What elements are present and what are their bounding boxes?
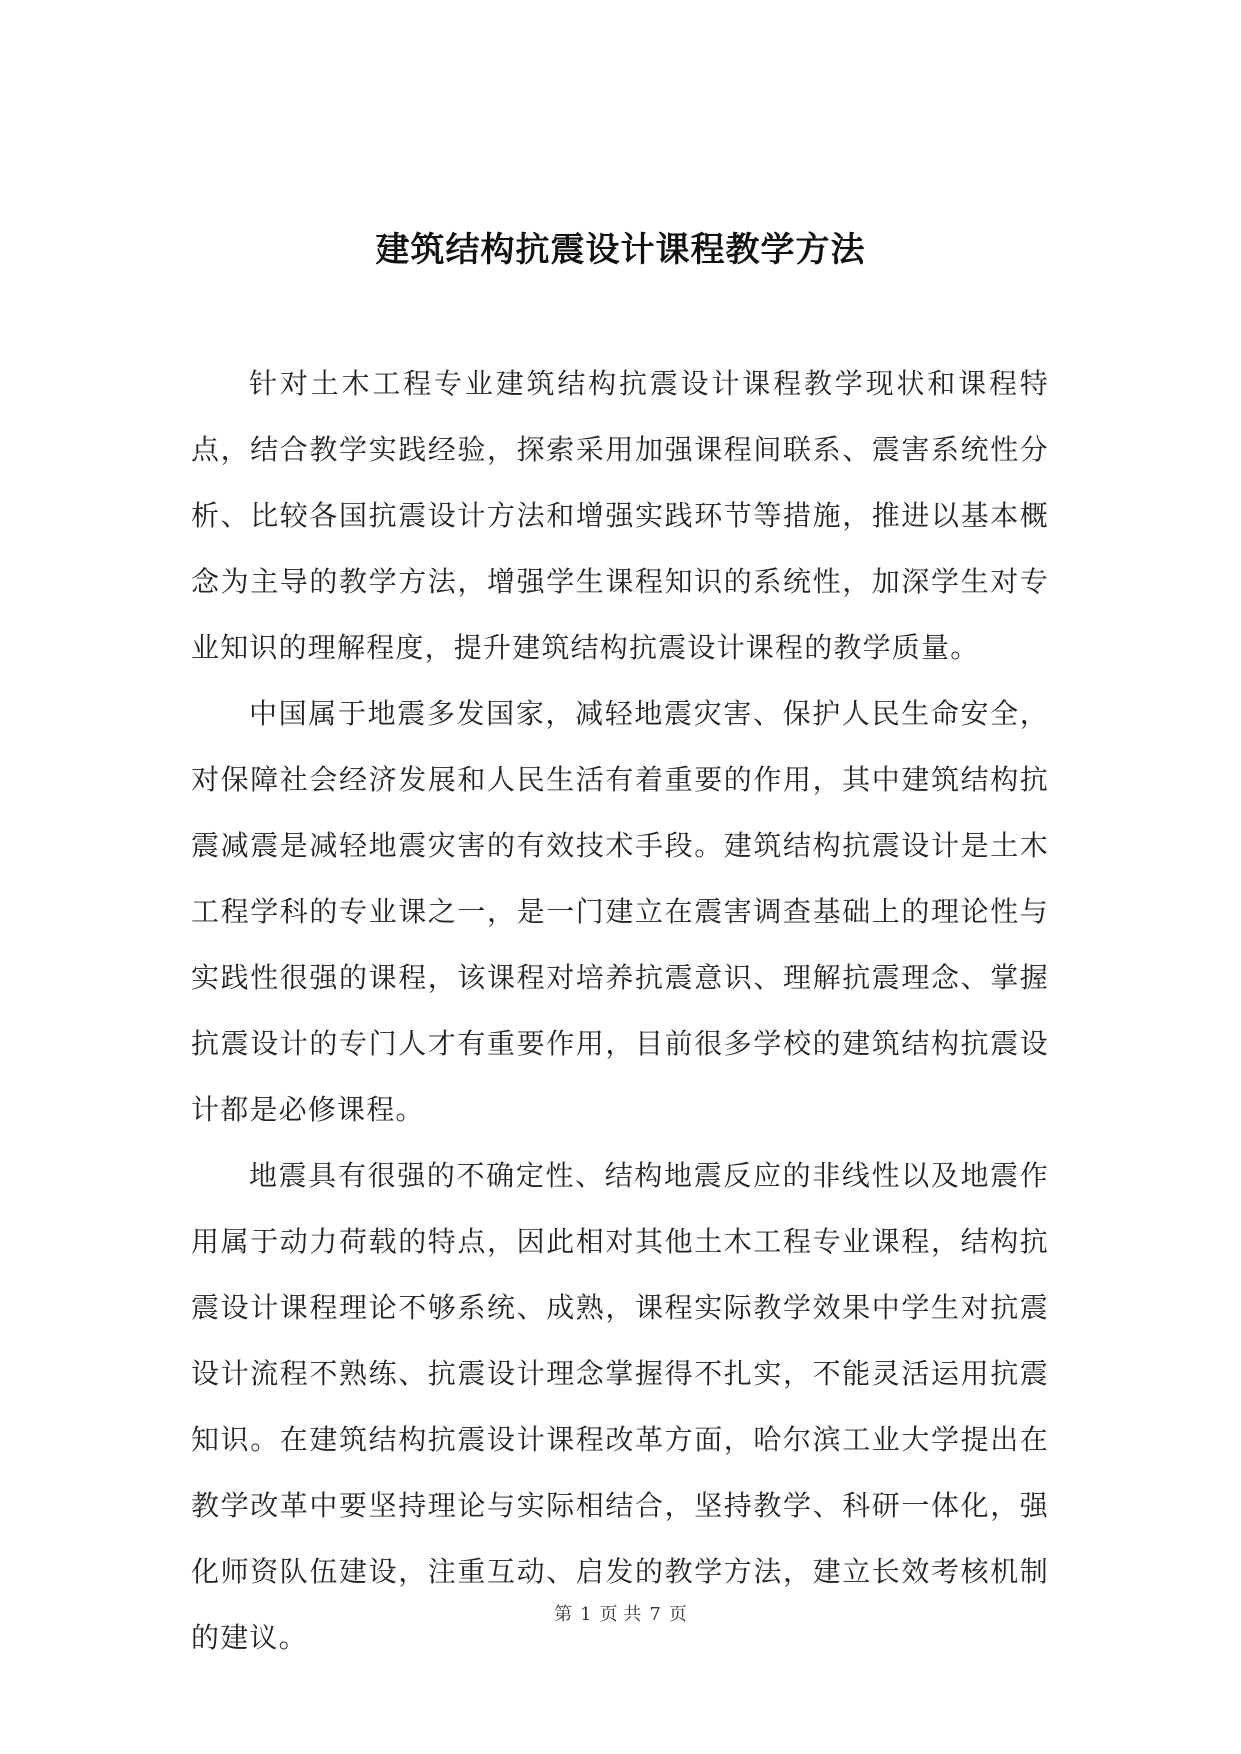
paragraph-1: 针对土木工程专业建筑结构抗震设计课程教学现状和课程特点，结合教学实践经验，探索采用加强课程间联系、震害系统性分析、比较各国抗震设计方法和增强实践环节等措施，推进以基本概念为主导的教学方法，增强学生课程知识的系统性，加深学生对专业知识的理解程度，提升建筑结构抗震设计课程的教学质量。 (191, 367, 1049, 664)
footer-page-number: 1 (580, 1604, 592, 1625)
footer-total-pages: 7 (649, 1604, 661, 1625)
paragraph-2: 中国属于地震多发国家，减轻地震灾害、保护人民生命安全，对保障社会经济发展和人民生活有着重要的作用，其中建筑结构抗震减震是减轻地震灾害的有效技术手段。建筑结构抗震设计是土木工程学科的专业课之一，是一门建立在震害调查基础上的理论性与实践性很强的课程，该课程对培养抗震意识、理解抗震理念、掌握抗震设计的专门人才有重要作用，目前很多学校的建筑结构抗震设计都是必修课程。 (191, 697, 1049, 1126)
footer-prefix: 第 (554, 1604, 573, 1625)
page-footer (0, 1600, 1241, 1626)
document-title: 建筑结构抗震设计课程教学方法 (375, 230, 866, 270)
footer-suffix: 页 (668, 1604, 687, 1625)
footer-mid: 页 共 (599, 1604, 642, 1625)
document-body (191, 351, 1049, 1671)
paragraph-3: 地震具有很强的不确定性、结构地震反应的非线性以及地震作用属于动力荷载的特点，因此相对其他土木工程专业课程，结构抗震设计课程理论不够系统、成熟，课程实际教学效果中学生对抗震设计流程不熟练、抗震设计理念掌握得不扎实，不能灵活运用抗震知识。在建筑结构抗震设计课程改革方面，哈尔滨工业大学提出在教学改革中要坚持理论与实际相结合，坚持教学、科研一体化，强化师资队伍建设，注重互动、启发的教学方法，建立长效考核机制的建议。 (191, 1159, 1049, 1654)
